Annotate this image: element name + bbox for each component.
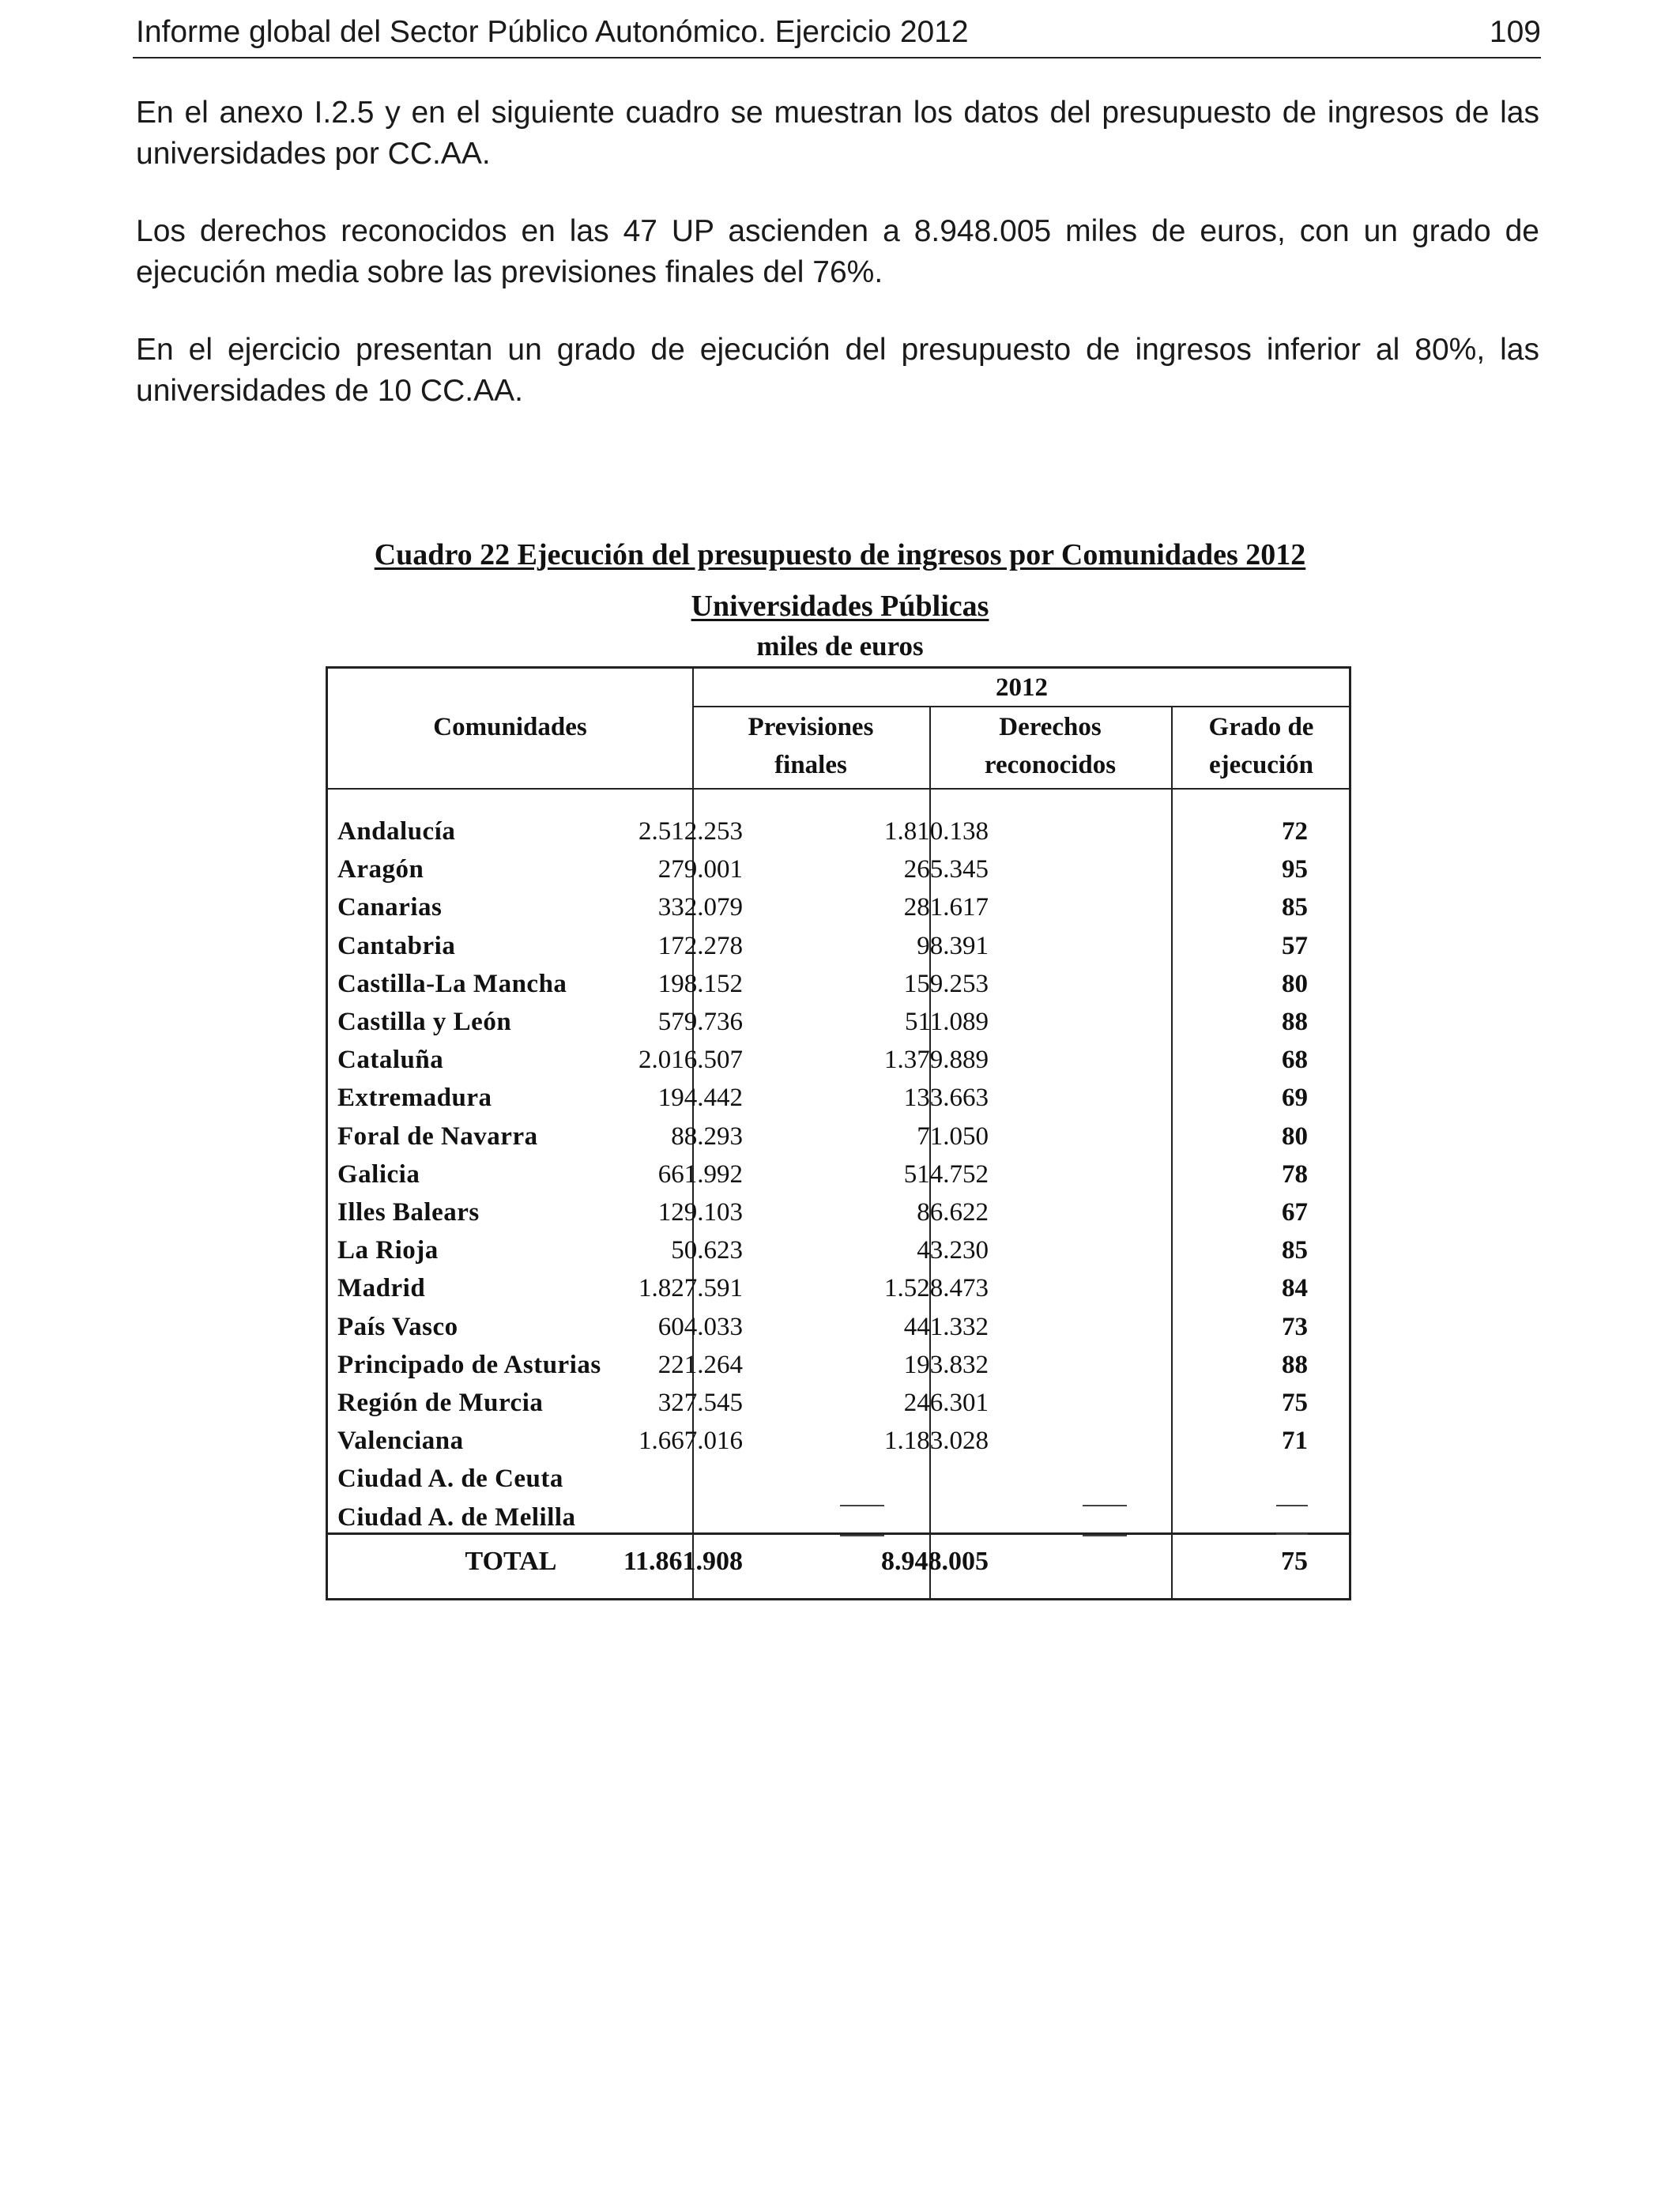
table-row: [328, 1384, 1349, 1422]
cell-grado: 73: [1282, 1312, 1308, 1341]
cell-comunidad: Extremadura: [337, 1084, 492, 1113]
total-row: [328, 1543, 1349, 1581]
cell-derechos: 193.832: [903, 1350, 989, 1379]
cell-previsiones: 50.623: [671, 1236, 743, 1265]
cell-derechos: 98.391: [917, 931, 989, 960]
cell-comunidad: Principado de Asturias: [337, 1350, 601, 1379]
total-label: TOTAL: [465, 1547, 557, 1576]
cell-previsiones: 221.264: [657, 1350, 743, 1379]
empty-value-dash: [840, 1535, 884, 1536]
cell-comunidad: Andalucía: [337, 817, 456, 846]
header-grado-line2: ejecución: [1209, 751, 1313, 779]
paragraph-3: En el ejercicio presentan un grado de ejecución del presupuesto de ingresos inferior al 80%, las universidades de 10 CC.AA.: [136, 333, 1539, 408]
cell-derechos: 514.752: [903, 1159, 989, 1189]
cell-comunidad: Ciudad A. de Melilla: [337, 1502, 576, 1532]
cell-grado: 67: [1282, 1198, 1308, 1227]
header-year: 2012: [996, 673, 1048, 702]
empty-value-dash: [1083, 1505, 1127, 1506]
cell-comunidad: Illes Balears: [337, 1198, 480, 1227]
cell-comunidad: Canarias: [337, 893, 443, 922]
cell-derechos: 441.332: [903, 1312, 989, 1341]
cell-previsiones: 172.278: [657, 931, 743, 960]
cell-grado: 75: [1282, 1389, 1308, 1417]
table-row: [328, 1079, 1349, 1117]
cell-derechos: 281.617: [903, 893, 989, 922]
cell-grado: 88: [1282, 1350, 1308, 1379]
page-number: 109: [1489, 15, 1541, 49]
cell-previsiones: 194.442: [657, 1084, 743, 1113]
cell-grado: 68: [1282, 1046, 1308, 1075]
paragraph-1: En el anexo I.2.5 y en el siguiente cuadro se muestran los datos del presupuesto de ingresos de las universidades por CC.AA.: [136, 96, 1539, 171]
table-row: [328, 1269, 1349, 1307]
cell-grado: 85: [1282, 893, 1308, 922]
cell-derechos: 246.301: [903, 1389, 989, 1417]
table-row: [328, 1308, 1349, 1346]
table-row: [328, 1118, 1349, 1155]
cell-derechos: 133.663: [903, 1084, 989, 1113]
cell-comunidad: Aragón: [337, 855, 424, 884]
cell-derechos: 71.050: [917, 1122, 989, 1151]
empty-value-dash: [1083, 1535, 1127, 1536]
cell-derechos: 1.528.473: [884, 1274, 989, 1303]
cell-previsiones: 129.103: [657, 1198, 743, 1227]
header-bottom-rule: [328, 788, 1349, 790]
total-previsiones: 11.861.908: [623, 1547, 743, 1576]
cell-grado: 84: [1282, 1274, 1308, 1303]
cell-derechos: 43.230: [917, 1236, 989, 1265]
table-row: [328, 1422, 1349, 1460]
header-title: Informe global del Sector Público Autonómico. Ejercicio 2012: [136, 15, 969, 49]
table-row: [328, 1155, 1349, 1193]
table-caption: Cuadro 22 Ejecución del presupuesto de ingresos por Comunidades 2012: [374, 538, 1306, 571]
cell-grado: 95: [1282, 855, 1308, 884]
cell-grado: 71: [1282, 1427, 1308, 1456]
cell-comunidad: Ciudad A. de Ceuta: [337, 1465, 563, 1494]
total-grado: 75: [1281, 1547, 1308, 1576]
cell-previsiones: 198.152: [657, 969, 743, 998]
cell-previsiones: 279.001: [657, 855, 743, 884]
cell-previsiones: 327.545: [657, 1389, 743, 1417]
cell-comunidad: Valenciana: [337, 1427, 464, 1456]
header-previsiones-line1: Previsiones: [748, 713, 874, 741]
table-units: miles de euros: [756, 631, 924, 662]
header-derechos-line1: Derechos: [999, 713, 1102, 741]
cell-comunidad: La Rioja: [337, 1236, 439, 1265]
cell-previsiones: 1.827.591: [638, 1274, 743, 1303]
cell-grado: 72: [1282, 817, 1308, 846]
header-grado-line1: Grado de: [1208, 713, 1314, 741]
cell-previsiones: 579.736: [657, 1008, 743, 1036]
cell-grado: 57: [1282, 931, 1308, 960]
table-row: [328, 850, 1349, 888]
cell-previsiones: 2.512.253: [638, 817, 743, 846]
header-previsiones-line2: finales: [774, 751, 847, 779]
cell-previsiones: 604.033: [657, 1312, 743, 1341]
cell-derechos: 159.253: [903, 969, 989, 998]
table-row: [328, 965, 1349, 1003]
table-row: [328, 1346, 1349, 1384]
empty-value-dash: [1276, 1505, 1308, 1506]
cell-comunidad: Galicia: [337, 1159, 420, 1189]
page-header: [133, 11, 1541, 58]
table-row: [328, 1193, 1349, 1231]
table-row: [328, 927, 1349, 965]
cell-grado: 85: [1282, 1236, 1308, 1265]
header-derechos-line2: reconocidos: [984, 751, 1117, 779]
cell-comunidad: Castilla-La Mancha: [337, 969, 567, 998]
cell-grado: 80: [1282, 1122, 1308, 1151]
cell-comunidad: Foral de Navarra: [337, 1122, 538, 1151]
cell-grado: 80: [1282, 969, 1308, 998]
cell-previsiones: 2.016.507: [638, 1046, 743, 1075]
table-row: [328, 812, 1349, 850]
paragraph-2: Los derechos reconocidos en las 47 UP ascienden a 8.948.005 miles de euros, con un grado de ejecución media sobre las previsiones finales del 76%.: [136, 214, 1539, 289]
cell-derechos: 1.183.028: [884, 1427, 989, 1456]
cell-comunidad: Cantabria: [337, 931, 456, 960]
table-row: [328, 1460, 1349, 1498]
cell-derechos: 1.379.889: [884, 1046, 989, 1075]
cell-derechos: 86.622: [917, 1198, 989, 1227]
cell-grado: 78: [1282, 1159, 1308, 1189]
budget-table: [326, 666, 1351, 1600]
cell-grado: 69: [1282, 1084, 1308, 1113]
cell-derechos: 1.810.138: [884, 817, 989, 846]
cell-comunidad: Cataluña: [337, 1046, 444, 1075]
table-row: [328, 1498, 1349, 1536]
header-comunidades: Comunidades: [433, 713, 587, 741]
cell-previsiones: 88.293: [671, 1122, 743, 1151]
cell-comunidad: País Vasco: [337, 1312, 458, 1341]
table-row: [328, 888, 1349, 926]
empty-value-dash: [840, 1505, 884, 1506]
cell-comunidad: Región de Murcia: [337, 1389, 544, 1417]
table-row: [328, 1003, 1349, 1041]
cell-grado: 88: [1282, 1008, 1308, 1036]
cell-derechos: 511.089: [904, 1008, 989, 1036]
cell-previsiones: 1.667.016: [638, 1427, 743, 1456]
table-row: [328, 1231, 1349, 1269]
cell-comunidad: Castilla y León: [337, 1008, 512, 1036]
table-row: [328, 1041, 1349, 1079]
total-derechos: 8.948.005: [881, 1547, 989, 1576]
empty-value-dash: [1276, 1533, 1308, 1535]
cell-derechos: 265.345: [903, 855, 989, 884]
cell-previsiones: 332.079: [657, 893, 743, 922]
cell-comunidad: Madrid: [337, 1274, 426, 1303]
table-subcaption: Universidades Públicas: [691, 590, 989, 623]
cell-previsiones: 661.992: [657, 1159, 743, 1189]
